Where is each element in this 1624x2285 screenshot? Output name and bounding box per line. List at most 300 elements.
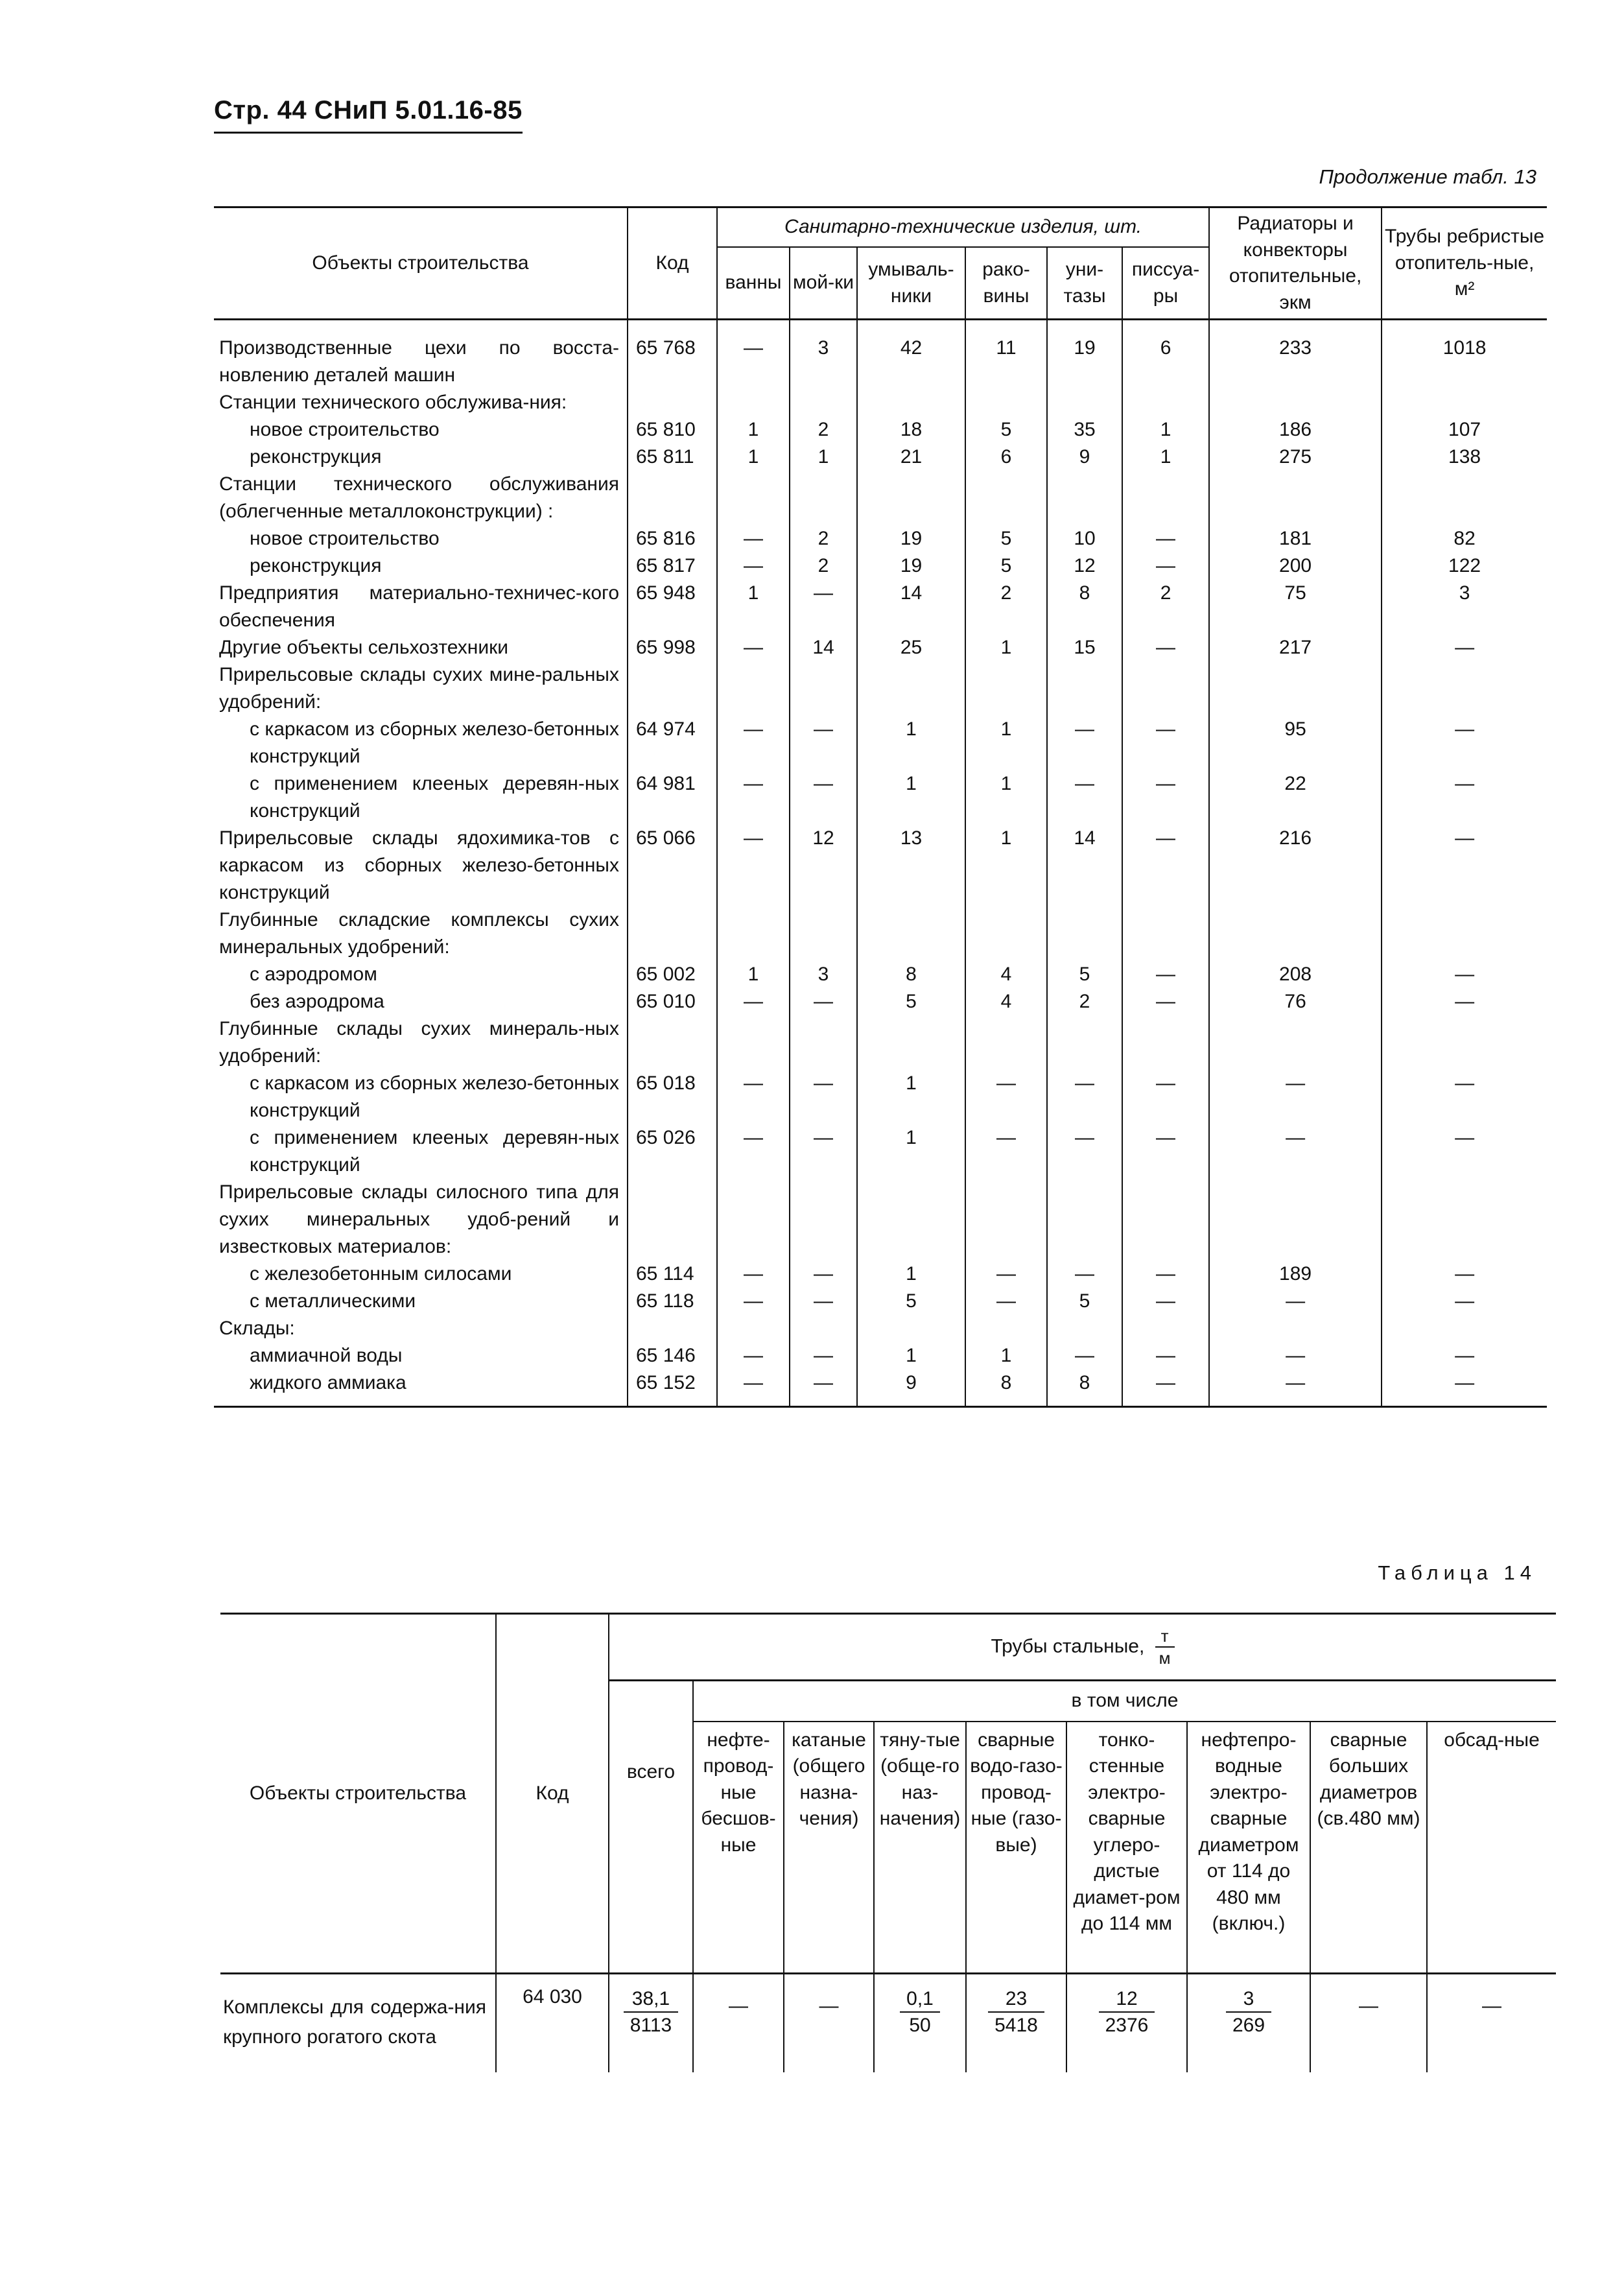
page-header: Стр. 44 СНиП 5.01.16-85 [214,96,523,134]
object-name-cell: Другие объекты сельхозтехники [219,637,509,658]
baths-cell: — [717,825,790,906]
toilets-cell: — [1047,716,1122,770]
urinals-cell: 6 [1122,335,1209,389]
washbasins-cell: 13 [857,825,965,906]
radiators-cell: — [1209,1124,1382,1179]
toilets-cell: 35 [1047,416,1122,444]
fraction-denominator: 2376 [1105,2014,1149,2036]
sinks-cell: — [790,580,857,634]
washbasins-cell: 5 [857,1288,965,1315]
fraction-numerator: 12 [1099,1986,1155,2013]
toilets-cell: 2 [1047,988,1122,1015]
sinks-cell: — [790,988,857,1015]
object-name-cell: новое строительство [250,419,440,440]
object-name-cell: с каркасом из сборных железо-бетонных конструкций [250,718,619,767]
object-name-cell: Прирельсовые склады силосного типа для сухих минеральных удоб-рений и известковых материалов: [219,1181,619,1257]
object-name-cell: Комплексы для содержа-ния крупного рогатого скота [223,1996,486,2048]
radiators-header: Радиаторы и конвекторы отопительные, экм [1209,207,1382,320]
steel-pipes-label: Трубы стальные, [991,1635,1145,1657]
table-row [214,580,1547,634]
ribbed-pipes-cell [1382,661,1547,716]
baths-cell: — [717,525,790,552]
urinals-cell: 1 [1122,416,1209,444]
sinks-cell: 3 [790,961,857,988]
code-cell: 65 114 [628,1261,717,1288]
washbasins-cell: 9 [857,1369,965,1407]
toilets-cell [1047,1315,1122,1342]
including-header: в том числе [693,1681,1556,1722]
code-header: Код [628,207,717,320]
sinks-cell: 2 [790,416,857,444]
objects-header: Объекты строительства [220,1614,496,1974]
basins-cell: — [965,1288,1047,1315]
urinals-cell: — [1122,1288,1209,1315]
sinks-cell [790,1315,857,1342]
large-diameter-pipes-header: сварные больших диаметров (св.480 мм) [1310,1722,1427,1974]
toilets-cell: 5 [1047,961,1122,988]
sinks-cell: 12 [790,825,857,906]
ribbed-pipes-cell: — [1382,825,1547,906]
radiators-cell [1209,1179,1382,1261]
object-name-cell: реконструкция [250,555,382,576]
basins-header: рако-вины [965,247,1047,319]
sinks-cell [790,1015,857,1070]
code-cell [628,471,717,525]
sinks-cell: 14 [790,634,857,661]
ribbed-pipes-cell: 107 [1382,416,1547,444]
table-14 [220,1613,1556,2072]
sinks-cell [790,389,857,416]
object-name-cell: с металлическими [250,1290,416,1312]
object-name-cell: без аэродрома [250,991,384,1012]
table-row [220,1973,1556,2072]
washbasins-cell: 5 [857,988,965,1015]
baths-cell: — [717,1124,790,1179]
radiators-cell: — [1209,1369,1382,1407]
toilets-header: уни-тазы [1047,247,1122,319]
sinks-cell [790,661,857,716]
washbasins-cell: 1 [857,1261,965,1288]
toilets-cell [1047,1179,1122,1261]
table-row [214,1015,1547,1070]
ribbed-pipes-cell: — [1382,1342,1547,1369]
sinks-cell: — [790,1288,857,1315]
ribbed-pipes-cell: — [1382,1288,1547,1315]
basins-cell: 8 [965,1369,1047,1407]
code-cell [628,906,717,961]
radiators-cell [1209,906,1382,961]
spacer-cell [1122,320,1209,335]
toilets-cell: 15 [1047,634,1122,661]
urinals-cell: — [1122,988,1209,1015]
table-row [214,770,1547,825]
object-name-cell: Станции технического обслуживания (облегченные металлоконструкции) : [219,473,619,522]
radiators-cell: 95 [1209,716,1382,770]
toilets-cell: 12 [1047,552,1122,580]
object-name-cell: с железобетонным силосами [250,1263,512,1285]
basins-cell [965,661,1047,716]
urinals-cell: — [1122,770,1209,825]
washbasins-cell: 19 [857,525,965,552]
urinals-cell: — [1122,1261,1209,1288]
code-cell: 65 810 [628,416,717,444]
radiators-cell: 233 [1209,335,1382,389]
radiators-cell: 275 [1209,444,1382,471]
basins-cell: — [965,1261,1047,1288]
urinals-cell: — [1122,1342,1209,1369]
urinals-cell: 2 [1122,580,1209,634]
code-cell: 65 816 [628,525,717,552]
rolled-pipes-header: катаные (общего назна-чения) [784,1722,874,1974]
continuation-note: Продолжение табл. 13 [1319,165,1536,188]
table-row [214,1288,1547,1315]
toilets-cell: 9 [1047,444,1122,471]
object-name-cell: аммиачной воды [250,1345,403,1366]
urinals-cell: 1 [1122,444,1209,471]
spacer-cell [1382,320,1547,335]
spacer-cell [214,320,628,335]
washbasins-cell: 19 [857,552,965,580]
toilets-cell [1047,389,1122,416]
ribbed-pipes-cell: 122 [1382,552,1547,580]
urinals-cell: — [1122,525,1209,552]
toilets-cell: 8 [1047,580,1122,634]
fraction-numerator: 23 [988,1986,1044,2013]
baths-cell: — [717,1342,790,1369]
radiators-cell: 76 [1209,988,1382,1015]
object-name-cell: жидкого аммиака [214,1369,628,1407]
toilets-cell: — [1047,1342,1122,1369]
sinks-cell: — [790,1369,857,1407]
radiators-cell [1209,661,1382,716]
table-row [214,471,1547,525]
object-name-cell: с аэродромом [250,964,377,985]
urinals-cell [1122,661,1209,716]
baths-cell: — [717,716,790,770]
toilets-cell: 8 [1047,1369,1122,1407]
code-cell: 65 152 [628,1369,717,1407]
fraction-denominator: 269 [1232,2014,1265,2036]
urinals-cell: — [1122,825,1209,906]
table-13-body [214,320,1547,1407]
table-row [214,1124,1547,1179]
code-cell [628,389,717,416]
code-cell: 64 030 [496,1973,609,2072]
object-name-cell: Склады: [219,1318,295,1339]
washbasins-cell: 42 [857,335,965,389]
baths-header: ванны [717,247,790,319]
toilets-cell: 10 [1047,525,1122,552]
large-diameter-pipes-cell: — [1310,1973,1427,2072]
basins-cell: 1 [965,716,1047,770]
baths-cell [717,1015,790,1070]
washbasins-cell [857,389,965,416]
object-name-cell: Производственные цехи по восста-новлению деталей машин [219,337,619,386]
washbasins-cell [857,471,965,525]
fraction-numerator: 38,1 [624,1986,679,2013]
basins-cell: — [965,1070,1047,1124]
basins-cell [965,1015,1047,1070]
spacer-cell [628,320,717,335]
unit-denominator: м [1159,1648,1171,1668]
radiators-cell: — [1209,1288,1382,1315]
washbasins-header: умываль-ники [857,247,965,319]
ribbed-pipes-cell [1382,906,1547,961]
object-name-cell: реконструкция [250,446,382,468]
baths-cell [717,471,790,525]
table-row [214,1342,1547,1369]
radiators-cell: — [1209,1342,1382,1369]
washbasins-cell: 1 [857,716,965,770]
baths-cell: — [717,634,790,661]
code-cell [628,1315,717,1342]
urinals-cell: — [1122,552,1209,580]
table-row [214,634,1547,661]
ribbed-pipes-cell: — [1382,770,1547,825]
object-name-cell: Глубинные складские комплексы сухих минеральных удобрений: [219,909,619,958]
sanitary-group-header: Санитарно-технические изделия, шт. [717,207,1209,248]
baths-cell: — [717,335,790,389]
ribbed-pipes-header: Трубы ребристые отопитель-ные, м² [1382,207,1547,320]
sinks-cell: — [790,1070,857,1124]
baths-cell: — [717,552,790,580]
casing-pipes-cell: — [1427,1973,1556,2072]
ribbed-pipes-cell: — [1382,961,1547,988]
baths-cell: — [717,988,790,1015]
radiators-cell [1209,471,1382,525]
radiators-cell [1209,389,1382,416]
code-cell: 65 768 [628,335,717,389]
code-cell: 65 146 [628,1342,717,1369]
table-row [214,444,1547,471]
ribbed-pipes-cell: 82 [1382,525,1547,552]
washbasins-cell: 1 [857,770,965,825]
baths-cell [717,389,790,416]
thin-wall-pipes-header: тонко-стенные электро-сварные углеро-дистые диамет-ром до 114 мм [1066,1722,1187,1974]
code-cell: 65 998 [628,634,717,661]
baths-cell [717,1315,790,1342]
radiators-cell: 189 [1209,1261,1382,1288]
table-row [214,389,1547,416]
toilets-cell [1047,471,1122,525]
sinks-cell [790,471,857,525]
object-name-cell: с применением клееных деревян-ных конструкций [250,1127,619,1176]
toilets-cell: 19 [1047,335,1122,389]
ribbed-pipes-cell: — [1382,1261,1547,1288]
code-cell: 65 817 [628,552,717,580]
ribbed-pipes-cell: — [1382,634,1547,661]
table-row [214,825,1547,906]
steel-pipes-header [609,1614,1556,1681]
total-header: всего [609,1681,693,1974]
ribbed-pipes-cell [1382,389,1547,416]
code-cell [628,1179,717,1261]
ribbed-pipes-cell: 3 [1382,580,1547,634]
table-row [214,1070,1547,1124]
basins-cell: 11 [965,335,1047,389]
unit-numerator: т [1155,1626,1175,1648]
baths-cell: — [717,1288,790,1315]
code-cell: 65 066 [628,825,717,906]
ribbed-pipes-cell: — [1382,988,1547,1015]
basins-cell: 1 [965,825,1047,906]
spacer-cell [965,320,1047,335]
fraction-denominator: 5418 [994,2014,1038,2036]
basins-cell [965,471,1047,525]
urinals-cell: — [1122,1369,1209,1407]
toilets-cell: 14 [1047,825,1122,906]
object-name-cell: Глубинные склады сухих минераль-ных удобрений: [219,1018,619,1067]
radiators-cell: 22 [1209,770,1382,825]
baths-cell: 1 [717,416,790,444]
toilets-cell [1047,906,1122,961]
code-cell: 65 948 [628,580,717,634]
unit-fraction [1155,1626,1175,1669]
table-row [214,1261,1547,1288]
table-row [214,906,1547,961]
basins-cell: 4 [965,961,1047,988]
basins-cell: 2 [965,580,1047,634]
radiators-cell: — [1209,1070,1382,1124]
washbasins-cell [857,661,965,716]
washbasins-cell [857,906,965,961]
spacer-cell [1047,320,1122,335]
ribbed-pipes-cell: — [1382,1369,1547,1407]
table-row [214,988,1547,1015]
spacer-cell [857,320,965,335]
washbasins-cell: 1 [857,1070,965,1124]
code-cell: 65 118 [628,1288,717,1315]
ribbed-pipes-cell [1382,1015,1547,1070]
table-row [214,416,1547,444]
basins-cell: 1 [965,634,1047,661]
ribbed-pipes-cell [1382,471,1547,525]
baths-cell: — [717,770,790,825]
code-cell: 64 981 [628,770,717,825]
basins-cell [965,1315,1047,1342]
table-row [214,1369,1547,1407]
baths-cell [717,661,790,716]
code-cell: 64 974 [628,716,717,770]
urinals-cell [1122,471,1209,525]
radiators-cell [1209,1015,1382,1070]
basins-cell [965,389,1047,416]
code-cell [628,1015,717,1070]
toilets-cell [1047,1015,1122,1070]
table-row [214,661,1547,716]
fraction-numerator: 3 [1226,1986,1271,2013]
table-spacer-row [214,320,1547,335]
washbasins-cell: 21 [857,444,965,471]
sinks-cell: — [790,716,857,770]
sinks-cell: 1 [790,444,857,471]
table-14-title: Таблица 14 [1378,1561,1536,1584]
basins-cell: 5 [965,552,1047,580]
drawn-pipes-cell [874,1973,966,2072]
washbasins-cell: 14 [857,580,965,634]
baths-cell: — [717,1369,790,1407]
urinals-cell [1122,1179,1209,1261]
sinks-cell: — [790,1124,857,1179]
rolled-pipes-cell: — [784,1973,874,2072]
radiators-cell: 208 [1209,961,1382,988]
radiators-cell: 181 [1209,525,1382,552]
table-row [214,525,1547,552]
radiators-cell [1209,1315,1382,1342]
baths-cell: — [717,1070,790,1124]
spacer-cell [1209,320,1382,335]
basins-cell: 6 [965,444,1047,471]
ribbed-pipes-cell [1382,1315,1547,1342]
object-name-cell: с применением клееных деревян-ных конструкций [250,773,619,822]
spacer-cell [790,320,857,335]
ribbed-pipes-cell: 138 [1382,444,1547,471]
code-header: Код [496,1614,609,1974]
baths-cell: — [717,1261,790,1288]
sinks-cell [790,1179,857,1261]
sinks-cell: 3 [790,335,857,389]
radiators-cell: 75 [1209,580,1382,634]
object-name-cell: новое строительство [250,528,440,549]
urinals-cell [1122,906,1209,961]
urinals-header: писсуа-ры [1122,247,1209,319]
washbasins-cell: 1 [857,1342,965,1369]
total-cell [609,1973,693,2072]
baths-cell: 1 [717,444,790,471]
washbasins-cell: 25 [857,634,965,661]
washbasins-cell [857,1015,965,1070]
basins-cell: 1 [965,1342,1047,1369]
toilets-cell: — [1047,1070,1122,1124]
sinks-cell [790,906,857,961]
code-cell [628,661,717,716]
object-name-cell: с каркасом из сборных железо-бетонных конструкций [250,1072,619,1121]
radiators-cell: 217 [1209,634,1382,661]
basins-cell: 1 [965,770,1047,825]
toilets-cell: — [1047,1261,1122,1288]
casing-pipes-header: обсад-ные [1427,1722,1556,1974]
radiators-cell: 200 [1209,552,1382,580]
basins-cell: 4 [965,988,1047,1015]
fraction-denominator: 50 [909,2014,931,2036]
sinks-cell: — [790,770,857,825]
washbasins-cell: 8 [857,961,965,988]
basins-cell [965,1179,1047,1261]
code-cell: 65 002 [628,961,717,988]
sinks-cell: — [790,1342,857,1369]
object-name-cell: Прирельсовые склады сухих мине-ральных удобрений: [219,664,619,713]
toilets-cell: — [1047,770,1122,825]
code-cell: 65 018 [628,1070,717,1124]
object-name-cell: Станции технического обслужива-ния: [219,392,567,413]
sinks-header: мой-ки [790,247,857,319]
code-cell: 65 811 [628,444,717,471]
object-name-cell: Прирельсовые склады ядохимика-тов с каркасом из сборных железо-бетонных конструкций [219,827,619,903]
urinals-cell: — [1122,716,1209,770]
urinals-cell: — [1122,961,1209,988]
toilets-cell: — [1047,1124,1122,1179]
urinals-cell: — [1122,1070,1209,1124]
washbasins-cell [857,1179,965,1261]
table-row [214,552,1547,580]
water-gas-pipes-header: сварные водо-газо-провод-ные (газо-вые) [966,1722,1066,1974]
basins-cell: — [965,1124,1047,1179]
basins-cell [965,906,1047,961]
radiators-cell: 216 [1209,825,1382,906]
ribbed-pipes-cell: 1018 [1382,335,1547,389]
oil-pipeline-welded-cell [1187,1973,1310,2072]
water-gas-pipes-cell [966,1973,1066,2072]
